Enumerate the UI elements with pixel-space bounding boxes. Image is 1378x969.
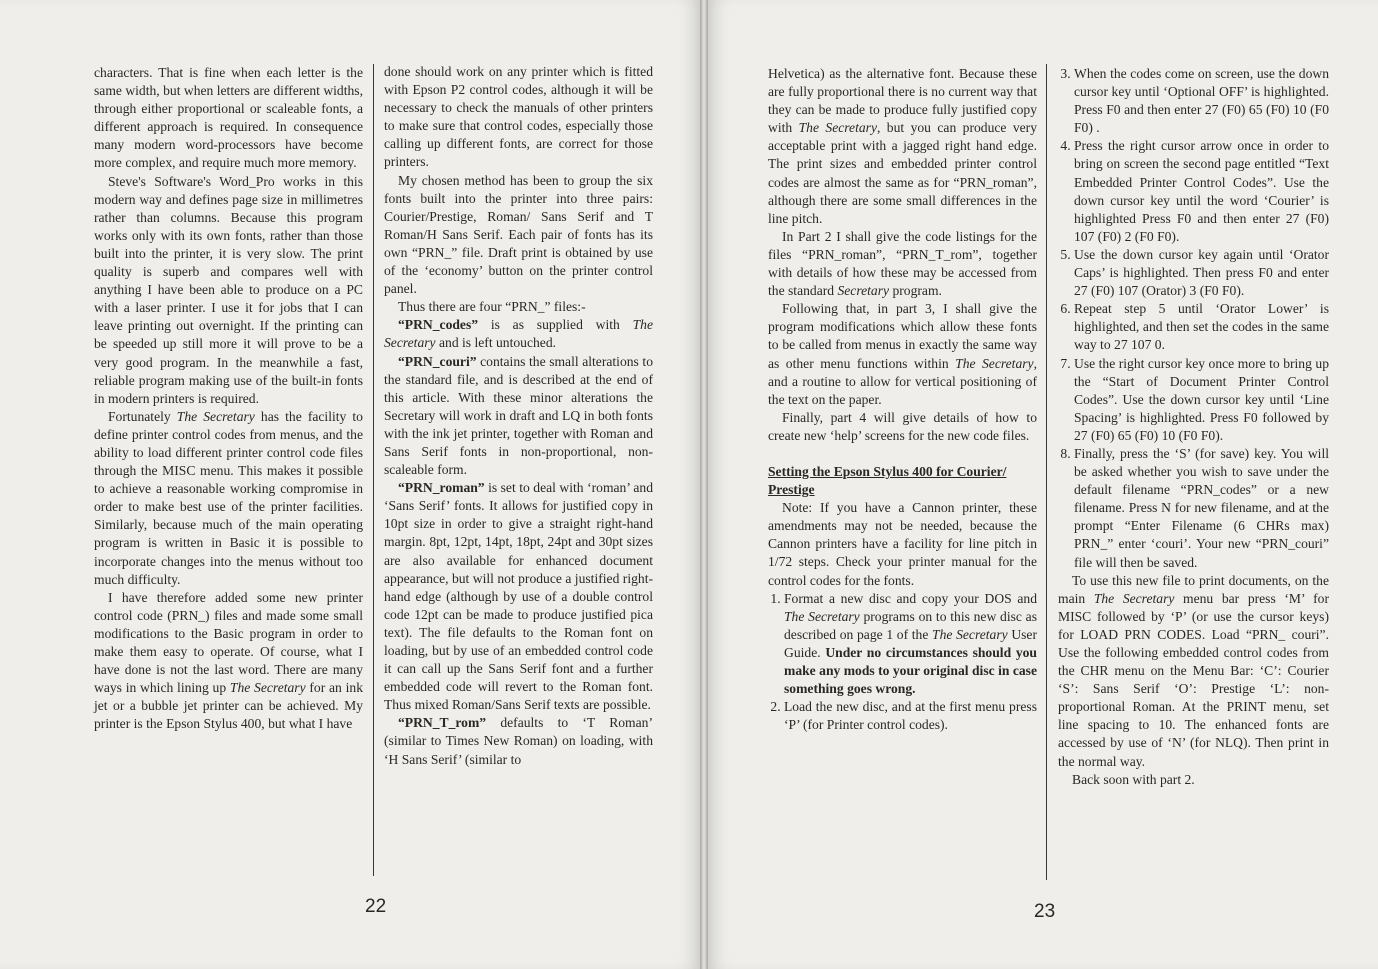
paragraph: Steve's Software's Word_Pro works in this modern way and defines page size in millimetres rather than columns. Because this program works only with its own fonts, rather than those built into the printer, it is very slow. The print quality is superb and compares well with anything I have been able to produce on a PC with a laser printer. I use it for jobs that I can leave printing out overnight. If the printing can be speeded up still more it will prove to be a very good program. In the meanwhile a fast, reliable program making use of the built-in fonts in modern printers is required. (94, 173, 363, 406)
list-item: 5. Use the down cursor key again until ‘Orator Caps’ is highlighted. Then press F0 and enter 27 (F0) 107 (Orator) 3 (F0 F0). (1074, 246, 1329, 300)
paragraph: “PRN_roman” is set to deal with ‘roman’ and ‘Sans Serif’ fonts. It allows for justified copy in 10pt size in order to give a straight right-hand margin. 8pt, 12pt, 14pt, 18pt, 24pt and 30pt sizes are also available for enhanced document appearance, but will not produce a justified right-hand edge (although by use of a double control code 12pt can be made to produce justified pica text). The file defaults to the Roman font on loading, but by use of an embedded control code it can call up the Sans Serif font and a further embedded code will revert to the Roman font. Thus mixed Roman/Sans Serif texts are possible. (384, 480, 653, 713)
list-item: 4. Press the right cursor arrow once in order to bring on screen the second page entitled “Text Embedded Printer Control Codes”. Use the down cursor key until the word ‘Courier’ is highlighted Press F0 and then enter 27 (F0) 107 (F0) 2 (F0 F0). (1074, 137, 1329, 246)
list-item: 1. Format a new disc and copy your DOS and The Secretary programs on to this new disc as described on page 1 of the The Secretary User Guide. Under no circumstances should you make any mods to your original disc in case something goes wrong. (784, 590, 1037, 699)
paragraph: Note: If you have a Cannon printer, these amendments may not be needed, because the Cannon printers have a facility for line pitch in 1/72 steps. Check your printer manual for the control codes for the fonts. (768, 500, 1037, 588)
page-number: 23 (1034, 901, 1056, 922)
paragraph: My chosen method has been to group the six fonts built into the printer into three pairs: Courier/Prestige, Roman/ Sans Serif and T Roman/H Sans Serif. Each pair of fonts has its own “PRN_” file. Draft print is obtained by use of the ‘economy’ button on the printer control panel. (384, 172, 653, 297)
paragraph: Fortunately The Secretary has the facility to define printer control codes from menus, and the ability to load different printer control code files through the MISC menu. This makes it possible to achieve a reasonable working compromise in order to make best use of the printer facilities. Similarly, because much of the main operating program is written in Basic it is possible to incorporate changes into the menus without too much difficulty. (94, 408, 363, 587)
paragraph: done should work on any printer which is fitted with Epson P2 control codes, although it will be necessary to check the manuals of other printers to make sure that control codes, especially those calling up different fonts, are correct for those printers. (384, 64, 653, 170)
section-heading: Setting the Epson Stylus 400 for Courier/ Prestige (768, 463, 1007, 498)
paragraph: “PRN_couri” contains the small alterations to the standard file, and is described at the end of this article. With these minor alterations the Secretary will work in draft and LQ in both fonts with the ink jet printer, together with Roman and Sans Serif fonts in non-proportional, non-scaleable form. (384, 353, 653, 478)
list-item: 7. Use the right cursor key once more to bring up the “Start of Document Printer Control Codes”. Use the down cursor key until ‘Line Spacing’ is highlighted. Press F0 followed by 27 (F0) 65 (F0) 10 (F0 F0). (1074, 355, 1329, 445)
left-column-2 (384, 63, 653, 769)
left-column-1 (94, 64, 363, 733)
book-gutter (700, 0, 708, 969)
right-column-1 (768, 65, 1037, 734)
paragraph: Finally, part 4 will give details of how to create new ‘help’ screens for the new code files. (768, 409, 1037, 443)
paragraph: characters. That is fine when each letter is the same width, but when letters are different widths, through either proportional or scaleable fonts, a different approach is required. In consequence many modern word-processors have become more complex, and require much more memory. (94, 65, 363, 171)
sign-off: Back soon with part 2. (1072, 771, 1195, 787)
steps-list (1058, 65, 1329, 572)
list-item: 8. Finally, press the ‘S’ (for save) key. You will be asked whether you wish to save under the default filename “PRN_codes” or a new filename. Press N for new filename, and at the prompt “Enter Filename (6 CHRs max) PRN_” enter ‘couri’. Your new “PRN_couri” file will then be saved. (1074, 445, 1329, 572)
steps-list (768, 590, 1037, 735)
paragraph: To use this new file to print documents, on the main The Secretary menu bar press ‘M’ for MISC followed by ‘P’ (or use the cursor keys) for LOAD PRN CODES. Load “PRN_ couri”. Use the following embedded control codes from the CHR menu on the Menu Bar: ‘C’: Courier ‘S’: Sans Serif ‘O’: Prestige ‘L’: non-proportional Roman. At the PRINT menu, set line spacing to 10. The enhanced fonts are accessed by use of ‘N’ (for NLQ). Then print in the normal way. (1058, 572, 1329, 769)
paragraph: “PRN_codes” is as supplied with The Secretary and is left untouched. (384, 317, 653, 351)
paragraph: In Part 2 I shall give the code listings for the files “PRN_roman”, “PRN_T_rom”, together with details of how these may be accessed from the standard Secretary program. (768, 228, 1037, 299)
paragraph: Thus there are four “PRN_” files:- (398, 299, 586, 315)
paragraph: Following that, in part 3, I shall give the program modifications which allow these fonts to be called from menus in exactly the same way as other menu functions within The Secretary, and a routine to allow for vertical positioning of the text on the paper. (768, 301, 1037, 407)
right-column-2 (1058, 65, 1329, 789)
list-item: 6. Repeat step 5 until ‘Orator Lower’ is highlighted, and then set the codes in the same way to 27 107 0. (1074, 300, 1329, 354)
paragraph: I have therefore added some new printer control code (PRN_) files and made some small modifications to the Basic program in order to make them easy to operate. Of course, what I have done is not the last word. There are many ways in which lining up The Secretary for an ink jet or a bubble jet printer can be achieved. My printer is the Epson Stylus 400, but what I have (94, 589, 363, 732)
list-item: 2. Load the new disc, and at the first menu press ‘P’ (for Printer control codes). (784, 698, 1037, 734)
list-item: 3. When the codes come on screen, use the down cursor key until ‘Optional OFF’ is highlighted. Press F0 and then enter 27 (F0) 65 (F0) 10 (F0 F0) . (1074, 65, 1329, 137)
page-number: 22 (365, 896, 387, 917)
paragraph: Helvetica) as the alternative font. Because these are fully proportional there is no current way that they can be made to produce fully justified copy with The Secretary, but you can produce very acceptable print with a jagged right hand edge. The print sizes and embedded printer control codes are almost the same as for “PRN_roman”, although there are some small differences in the line pitch. (768, 66, 1038, 226)
column-divider (1046, 64, 1047, 880)
column-divider (373, 64, 374, 876)
right-page (708, 0, 1378, 969)
paragraph: “PRN_T_rom” defaults to ‘T Roman’ (similar to Times New Roman) on loading, with ‘H Sans Serif’ (similar to (384, 715, 653, 767)
